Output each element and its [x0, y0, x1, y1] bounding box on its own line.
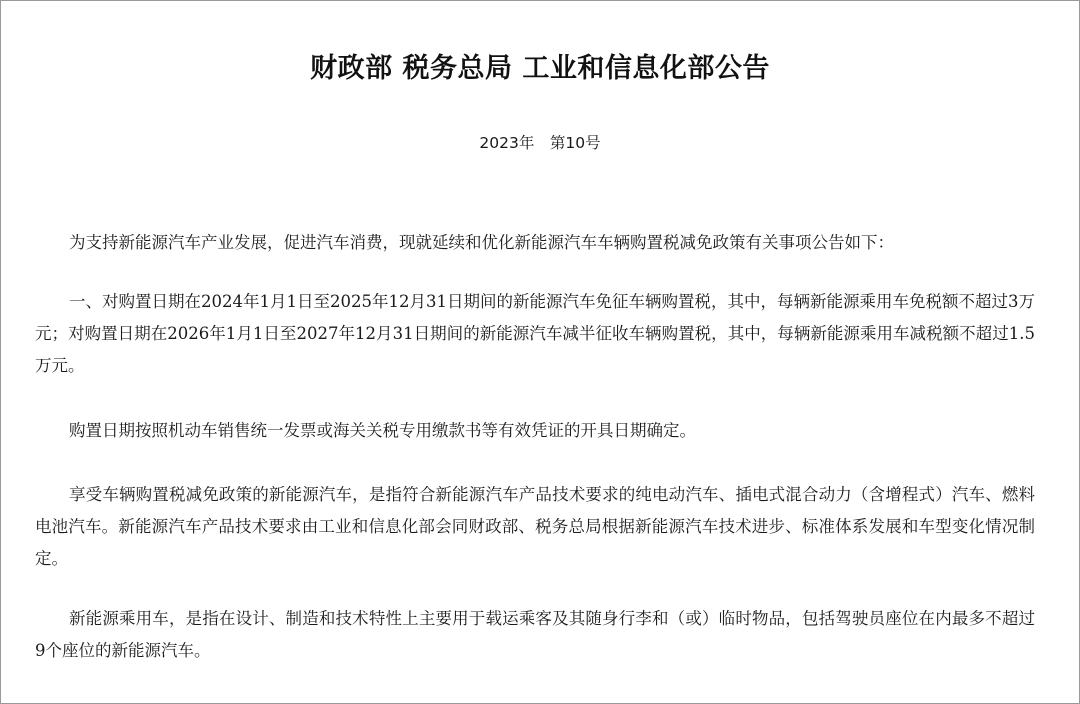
- paragraph-intro: 为支持新能源汽车产业发展，促进汽车消费，现就延续和优化新能源汽车车辆购置税减免政策有关事项公告如下：: [69, 233, 894, 252]
- document-number: 2023年 第10号: [479, 134, 601, 152]
- document-title: 财政部 税务总局 工业和信息化部公告: [310, 53, 770, 84]
- paragraph-vehicle-definition: 享受车辆购置税减免政策的新能源汽车，是指符合新能源汽车产品技术要求的纯电动汽车、插电式混合动力（含增程式）汽车、燃料电池汽车。新能源汽车产品技术要求由工业和信息化部会同财政部、税务总局根据新能源汽车技术进步、标准体系发展和车型变化情况制定。: [35, 485, 1035, 568]
- paragraph-tax-exemption: 一、对购置日期在2024年1月1日至2025年12月31日期间的新能源汽车免征车辆购置税，其中，每辆新能源乘用车免税额不超过3万元；对购置日期在2026年1月1日至2027年12月31日期间的新能源汽车减半征收车辆购置税，其中，每辆新能源乘用车减税额不超过1.5万元。: [35, 292, 1035, 375]
- paragraph-purchase-date: 购置日期按照机动车销售统一发票或海关关税专用缴款书等有效凭证的开具日期确定。: [69, 421, 696, 440]
- paragraph-passenger-car-definition: 新能源乘用车，是指在设计、制造和技术特性上主要用于载运乘客及其随身行李和（或）临时物品，包括驾驶员座位在内最多不超过9个座位的新能源汽车。: [35, 609, 1035, 660]
